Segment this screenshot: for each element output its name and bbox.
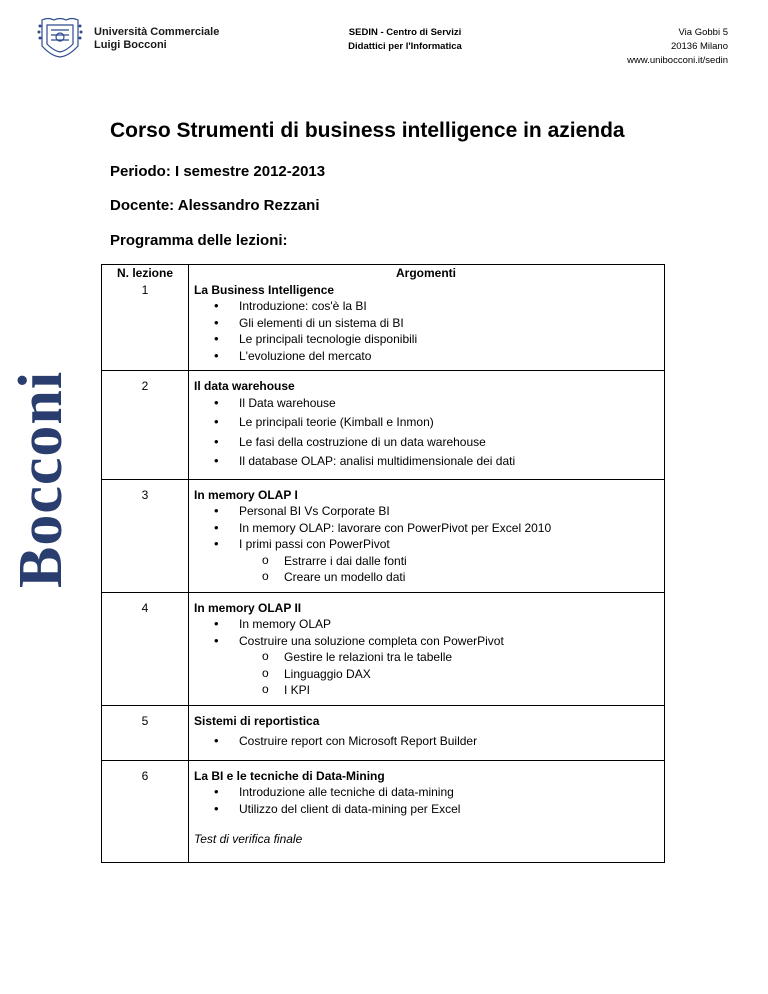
department-header bbox=[330, 26, 480, 54]
list-item: • Costruire report con Microsoft Report Builder bbox=[194, 733, 664, 750]
table-row bbox=[102, 371, 665, 480]
list-item: • Il database OLAP: analisi multidimensionale dei dati bbox=[194, 453, 664, 470]
table-row bbox=[102, 265, 665, 371]
department-line2: Didattici per l'Informatica bbox=[348, 41, 462, 52]
course-teacher: Docente: Alessandro Rezzani bbox=[110, 197, 320, 214]
lesson-topic: La BI e le tecniche di Data-Mining bbox=[194, 768, 385, 783]
list-item: o I KPI bbox=[194, 682, 664, 699]
lesson-number: 2 bbox=[102, 371, 189, 480]
address-url[interactable]: www.unibocconi.it/sedin bbox=[627, 55, 728, 66]
lesson-number: 3 bbox=[102, 479, 189, 592]
university-name-line2: Luigi Bocconi bbox=[94, 39, 167, 51]
list-item: • Il Data warehouse bbox=[194, 395, 664, 412]
list-item: • In memory OLAP bbox=[194, 616, 664, 633]
program-label: Programma delle lezioni: bbox=[110, 232, 288, 249]
lesson-topic: In memory OLAP I bbox=[194, 487, 298, 502]
topics-cell bbox=[189, 760, 665, 862]
lessons-table bbox=[101, 264, 665, 863]
topics-cell bbox=[189, 592, 665, 705]
list-item: • In memory OLAP: lavorare con PowerPivot per Excel 2010 bbox=[194, 520, 664, 537]
list-item: • Le principali teorie (Kimball e Inmon) bbox=[194, 414, 664, 431]
list-item: • Gli elementi di un sistema di BI bbox=[194, 315, 664, 332]
topic-list bbox=[194, 784, 664, 817]
topics-cell bbox=[189, 479, 665, 592]
list-item: o Linguaggio DAX bbox=[194, 666, 664, 683]
list-item: o Gestire le relazioni tra le tabelle bbox=[194, 649, 664, 666]
list-item: • Introduzione: cos'è la BI bbox=[194, 298, 664, 315]
list-item: • I primi passi con PowerPivot bbox=[194, 536, 664, 553]
table-row bbox=[102, 479, 665, 592]
column-header-number: N. lezione bbox=[116, 266, 173, 280]
table-row bbox=[102, 760, 665, 862]
course-period: Periodo: I semestre 2012-2013 bbox=[110, 163, 326, 180]
lesson-number: 6 bbox=[102, 760, 189, 862]
lesson-number: 4 bbox=[102, 592, 189, 705]
lesson-topic: Sistemi di reportistica bbox=[194, 713, 320, 728]
final-test-note: Test di verifica finale bbox=[194, 832, 303, 846]
university-seal-icon bbox=[36, 16, 84, 58]
list-item: • L'evoluzione del mercato bbox=[194, 348, 664, 365]
topic-list bbox=[194, 616, 664, 649]
topics-cell bbox=[189, 265, 665, 371]
list-item: o Creare un modello dati bbox=[194, 569, 664, 586]
table-row bbox=[102, 592, 665, 705]
list-item: • Personal BI Vs Corporate BI bbox=[194, 503, 664, 520]
vertical-brand-wordmark: Bocconi bbox=[7, 370, 75, 588]
address-block bbox=[627, 26, 728, 68]
list-item: • Le principali tecnologie disponibili bbox=[194, 331, 664, 348]
lesson-topic: La Business Intelligence bbox=[194, 282, 335, 297]
lesson-number-cell bbox=[102, 265, 189, 371]
topics-cell bbox=[189, 705, 665, 760]
list-item: • Costruire una soluzione completa con PowerPivot bbox=[194, 633, 664, 650]
topic-list bbox=[194, 298, 664, 364]
column-header-topics: Argomenti bbox=[396, 266, 456, 280]
subtopic-list bbox=[194, 649, 664, 699]
lesson-topic: Il data warehouse bbox=[194, 379, 295, 393]
lesson-topic: In memory OLAP II bbox=[194, 600, 302, 615]
list-item: o Estrarre i dai dalle fonti bbox=[194, 553, 664, 570]
subtopic-list bbox=[194, 553, 664, 586]
lesson-number: 1 bbox=[141, 282, 149, 297]
university-name bbox=[94, 26, 219, 52]
topic-list bbox=[194, 395, 664, 470]
university-name-line1: Università Commerciale bbox=[94, 26, 220, 38]
department-line1: SEDIN - Centro di Servizi bbox=[348, 27, 462, 38]
lesson-number: 5 bbox=[102, 705, 189, 760]
topic-list bbox=[194, 733, 664, 750]
course-title: Corso Strumenti di business intelligence in azienda bbox=[110, 119, 625, 142]
address-city: 20136 Milano bbox=[670, 41, 728, 52]
topic-list bbox=[194, 503, 664, 553]
list-item: • Le fasi della costruzione di un data warehouse bbox=[194, 434, 664, 451]
list-item: • Utilizzo del client di data-mining per Excel bbox=[194, 801, 664, 818]
topics-cell bbox=[189, 371, 665, 480]
list-item: • Introduzione alle tecniche di data-mining bbox=[194, 784, 664, 801]
table-row bbox=[102, 705, 665, 760]
address-street: Via Gobbi 5 bbox=[678, 27, 728, 38]
